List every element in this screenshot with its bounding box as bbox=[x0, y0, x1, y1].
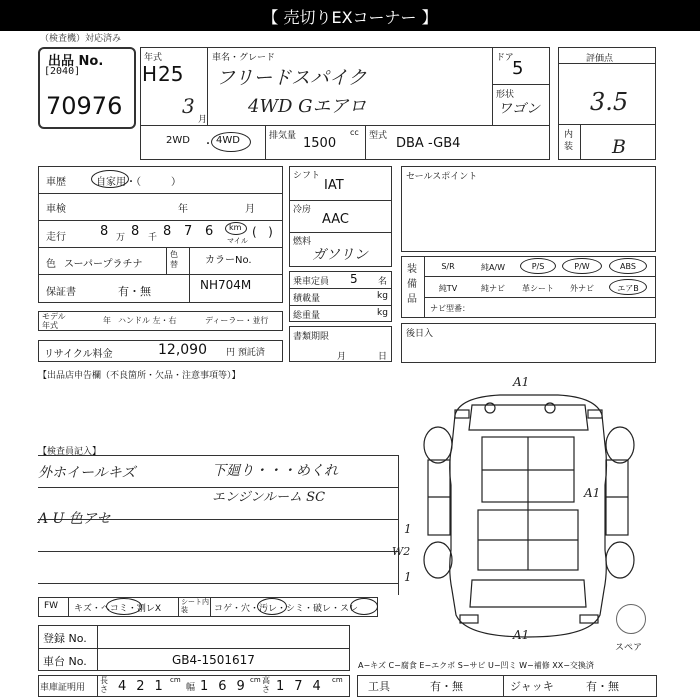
equip-ps: P/S bbox=[531, 262, 545, 271]
cert-len-label: 長さ bbox=[100, 676, 108, 694]
jack-label: ジャッキ bbox=[510, 680, 554, 693]
equip-pw: P/W bbox=[574, 262, 590, 271]
seat-circle-1 bbox=[257, 598, 287, 615]
ac-value: AAC bbox=[322, 212, 349, 227]
interior-label: 内装 bbox=[564, 130, 574, 152]
mileage-d3: 8 bbox=[163, 224, 172, 239]
weight-unit: kg bbox=[377, 308, 388, 318]
color-value: スーパープラチナ bbox=[64, 259, 143, 270]
model-year-year: 年 bbox=[103, 316, 111, 325]
seat-label: シート内装 bbox=[181, 598, 209, 614]
equip-abs: ABS bbox=[620, 262, 636, 271]
cert-hgt-value: 174 bbox=[276, 679, 331, 694]
fw-circle bbox=[106, 598, 142, 615]
car-name: フリードスパイク bbox=[216, 67, 367, 89]
year-month: 3 bbox=[182, 94, 195, 118]
chassis-value: GB4-1501617 bbox=[172, 653, 255, 667]
interior-value: B bbox=[612, 136, 626, 158]
displacement-label: 排気量 bbox=[269, 131, 297, 141]
spare-label: スペア bbox=[615, 643, 643, 653]
inspection-label: 車検 bbox=[46, 204, 66, 215]
equip-leather: 革シート bbox=[522, 284, 554, 293]
cert-hgt-unit: cm bbox=[332, 676, 343, 684]
model-year-handle: ハンドル 左・右 bbox=[118, 316, 177, 325]
recycle-unit: 円 預託済 bbox=[226, 348, 265, 358]
shape-value: ワゴン bbox=[498, 101, 540, 117]
inspector-note2: 下廻り・・・めくれ bbox=[212, 463, 338, 479]
equip-navi: 純ナビ bbox=[481, 284, 505, 293]
recycle-label: リサイクル料金 bbox=[44, 349, 113, 360]
inspector-note3: エンジンルーム SC bbox=[212, 490, 326, 505]
chassis-label: 車台 No. bbox=[43, 655, 87, 668]
rear-input-label: 後日入 bbox=[406, 329, 434, 339]
shift-label: シフト bbox=[293, 171, 321, 181]
model-value: DBA -GB4 bbox=[396, 136, 461, 151]
spare-tire-icon bbox=[616, 604, 646, 634]
registration-label: 登録 No. bbox=[43, 632, 87, 645]
warranty-value: 有・無 bbox=[118, 285, 151, 298]
lot-sub: [2040] bbox=[44, 66, 81, 77]
recycle-value: 12,090 bbox=[158, 342, 207, 358]
weight-label: 総重量 bbox=[293, 311, 321, 321]
capacity-unit: 名 bbox=[378, 277, 388, 287]
diagram-mark-front: A1 bbox=[513, 375, 530, 389]
tools-value: 有・無 bbox=[430, 680, 463, 693]
fw-label: FW bbox=[44, 601, 59, 611]
equipment-label: 装備品 bbox=[407, 264, 417, 305]
cert-wid-value: 169 bbox=[200, 679, 255, 694]
displacement-value: 1500 bbox=[303, 136, 337, 151]
legend-text: A−キズ C−腐食 E−エクボ S−サビ U−凹ミ W−補修 XX−交換済 bbox=[358, 661, 594, 670]
color-code: NH704M bbox=[200, 278, 252, 292]
equip-tv: 純TV bbox=[438, 284, 458, 293]
rear-input-block bbox=[401, 323, 656, 363]
cert-len-value: 421 bbox=[118, 679, 173, 694]
score-label: 評価点 bbox=[586, 54, 614, 64]
cert-hgt-label: 高さ bbox=[262, 676, 270, 694]
mileage-u2: 千 bbox=[148, 233, 158, 243]
model-label: 型式 bbox=[369, 131, 388, 141]
seat-value: コゲ・穴・汚レ・シミ・破レ・スレ bbox=[214, 604, 359, 614]
diagram-mark-left3: 1 bbox=[404, 570, 412, 584]
diagram-mark-rear: A1 bbox=[513, 628, 530, 642]
model-year-label: モデル年式 bbox=[42, 312, 66, 330]
cert-len-unit: cm bbox=[170, 676, 181, 684]
year-value: 25 bbox=[158, 62, 184, 86]
color-label: 色 bbox=[46, 259, 56, 270]
mileage-km: km bbox=[229, 223, 242, 232]
mileage-mile: マイル bbox=[227, 237, 248, 245]
doors-label: ドア bbox=[496, 53, 514, 63]
score-value: 3.5 bbox=[590, 88, 629, 116]
mileage-label: 走行 bbox=[46, 232, 66, 243]
displacement-unit: cc bbox=[350, 128, 359, 137]
lot-number: 70976 bbox=[46, 92, 123, 120]
diagram-mark-left2: W2 bbox=[392, 545, 411, 558]
shape-label: 形状 bbox=[496, 90, 515, 100]
mileage-d2: 8 bbox=[131, 224, 140, 239]
mileage-d1: 8 bbox=[100, 224, 109, 239]
equip-airbag: エアB bbox=[617, 284, 639, 293]
inspector-note1: 外ホイールキズ bbox=[38, 465, 136, 481]
equip-outnavi: 外ナビ bbox=[570, 284, 594, 293]
mileage-d5: 6 bbox=[205, 224, 214, 239]
history-value: 自家用・（ ） bbox=[96, 177, 181, 188]
doors-value: 5 bbox=[512, 58, 524, 79]
tools-label: 工具 bbox=[368, 680, 390, 693]
cert-wid-unit: cm bbox=[250, 676, 261, 684]
lot-label: 出品 No. bbox=[48, 54, 104, 69]
mileage-d4: 7 bbox=[184, 224, 193, 239]
fuel-label: 燃料 bbox=[293, 237, 312, 247]
inspection-month: 月 bbox=[245, 204, 255, 215]
inspector-label: 【検査員記入】 bbox=[38, 447, 102, 457]
year-era: H bbox=[142, 62, 158, 86]
diagram-mark-left1: 1 bbox=[404, 522, 412, 536]
seat-circle-2 bbox=[350, 598, 378, 615]
capacity-label: 乗車定員 bbox=[293, 277, 330, 287]
fuel-value: ガソリン bbox=[312, 247, 368, 263]
diagram-mark-right: A1 bbox=[584, 486, 601, 500]
top-strip: （検査機）対応済み bbox=[40, 34, 122, 44]
inspector-note4: A U 色アセ bbox=[38, 511, 111, 527]
inspection-year: 年 bbox=[178, 204, 188, 215]
color-code-label: カラーNo. bbox=[205, 255, 252, 266]
load-label: 積載量 bbox=[293, 294, 321, 304]
cert-wid-label: 幅 bbox=[186, 683, 196, 693]
capacity-value: 5 bbox=[350, 272, 358, 286]
header-title: 【 売切りEXコーナー 】 bbox=[262, 8, 438, 27]
drive-opt1: 2WD bbox=[166, 135, 190, 146]
mileage-u1: 万 bbox=[116, 233, 126, 243]
sales-point-label: セールスポイント bbox=[406, 172, 478, 182]
ac-label: 冷房 bbox=[293, 205, 312, 215]
equip-sr: S/R bbox=[441, 262, 455, 271]
jack-value: 有・無 bbox=[586, 680, 619, 693]
equip-navi-label: ナビ型番： bbox=[430, 304, 470, 313]
cert-label: 車庫証明用 bbox=[40, 683, 86, 693]
shift-value: IAT bbox=[324, 178, 344, 193]
color-change-label: 色替 bbox=[170, 250, 178, 269]
year-month-unit: 月 bbox=[198, 115, 208, 125]
model-year-dealer: ディーラー・並行 bbox=[205, 316, 269, 325]
equip-aw: 純A/W bbox=[480, 263, 506, 272]
load-unit: kg bbox=[377, 291, 388, 301]
history-label: 車歴 bbox=[46, 177, 66, 188]
car-label: 車名・グレード bbox=[212, 53, 276, 63]
fw-value: キズ・ヘコミ・割レX bbox=[74, 604, 161, 614]
warranty-label: 保証書 bbox=[46, 287, 76, 298]
seller-report-label: 【出品店申告欄（不良箇所・欠品・注意事項等）】 bbox=[38, 371, 241, 381]
drive-opt2: 4WD bbox=[216, 135, 240, 146]
docs-month: 月 bbox=[337, 352, 347, 362]
docs-day: 日 bbox=[378, 352, 388, 362]
docs-label: 書類期限 bbox=[293, 332, 330, 342]
year-label: 年式 bbox=[144, 53, 163, 63]
car-grade: 4WD Gエアロ bbox=[248, 96, 367, 117]
